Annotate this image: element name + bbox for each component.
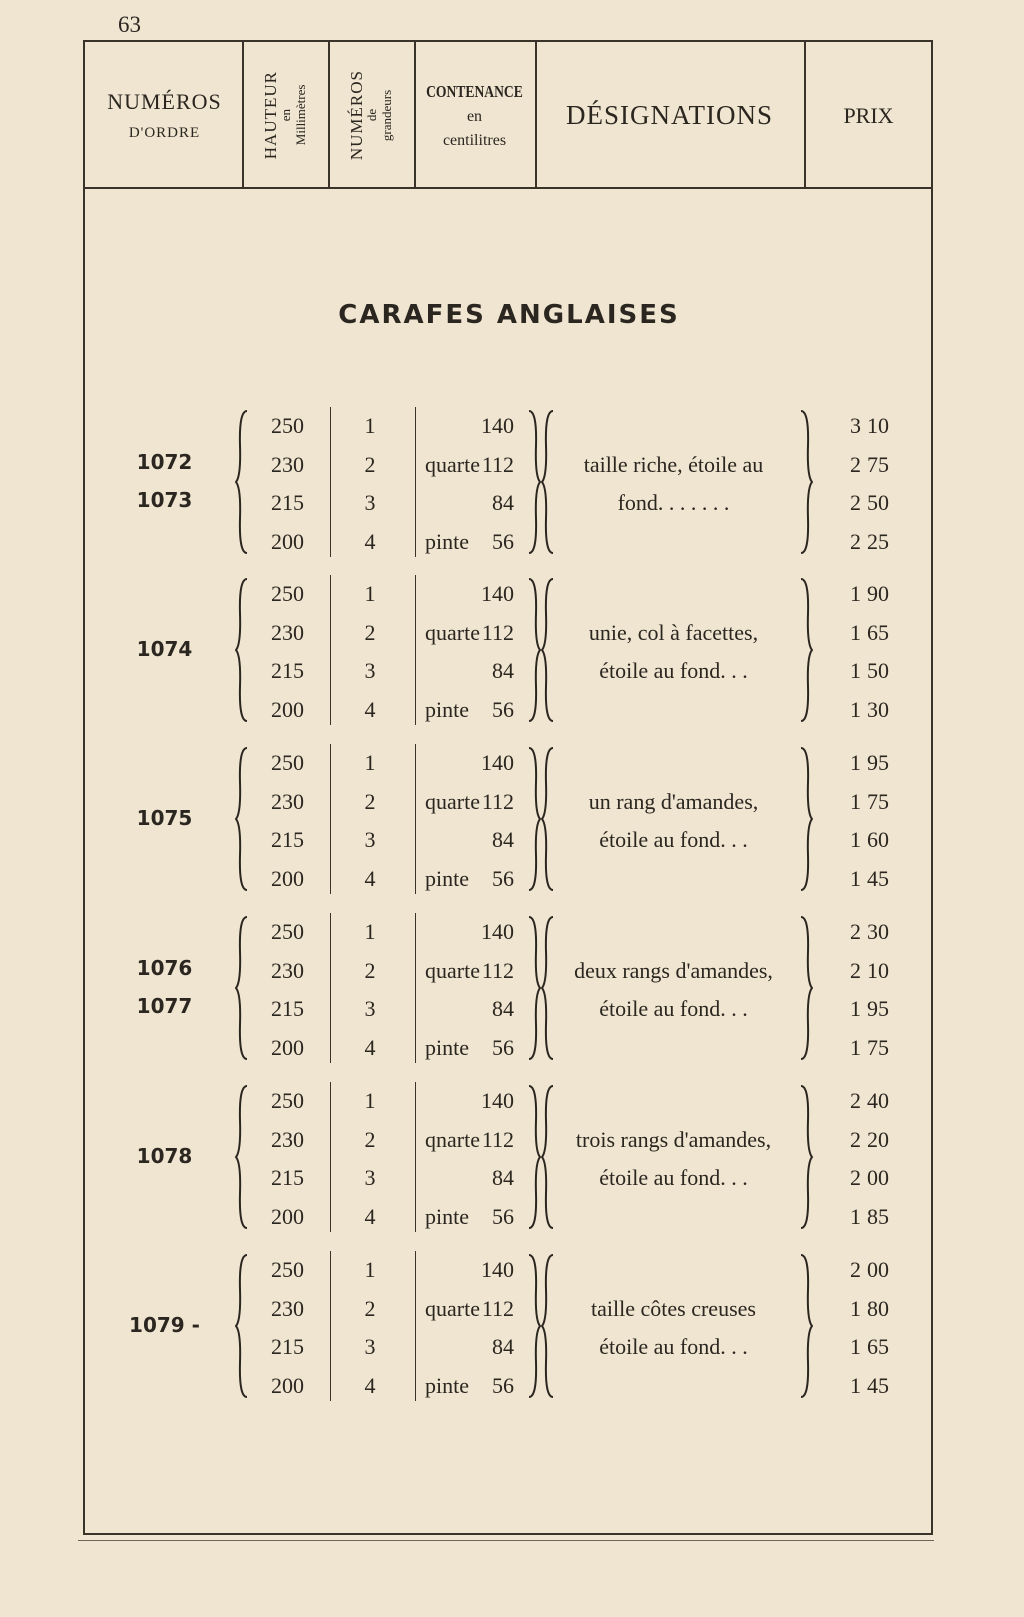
prix-francs: 3: [850, 413, 861, 438]
contenance-value: 56: [492, 1372, 514, 1398]
prix-francs: 1: [850, 658, 861, 683]
hauteur-value: 200: [271, 1372, 304, 1398]
header-numeros-ordre: [85, 42, 244, 189]
contenance-value: 140: [481, 413, 514, 438]
contenance-value: 140: [481, 919, 514, 944]
prix-centimes: 45: [867, 1372, 889, 1398]
contenance-value: 84: [492, 658, 514, 683]
prix-centimes: 10: [867, 413, 889, 438]
prix-centimes: 50: [867, 658, 889, 683]
designation-text: un rang d'amandes,: [588, 788, 759, 814]
contenance-value: 140: [481, 1088, 514, 1113]
prix-centimes: 75: [867, 1034, 889, 1060]
prix-centimes: 45: [867, 865, 889, 891]
prix-francs: 2: [850, 528, 861, 554]
grandeur-value: 4: [364, 696, 376, 722]
table-row: [85, 744, 933, 782]
table-row: [85, 484, 933, 522]
prix-francs: 2: [850, 919, 861, 944]
order-number: 1072: [136, 450, 193, 474]
contenance-label: quarte: [425, 451, 480, 477]
hauteur-value: 230: [271, 619, 304, 645]
contenance-value: 84: [492, 827, 514, 852]
grandeur-value: 3: [364, 996, 376, 1021]
table-row: [85, 1029, 933, 1067]
prix-centimes: 95: [867, 750, 889, 775]
table-row: [85, 1159, 933, 1197]
hauteur-value: 215: [271, 490, 304, 515]
table-row: [85, 1328, 933, 1366]
order-number: 1077: [136, 994, 193, 1018]
frame-bottom-shadow: [78, 1540, 934, 1541]
contenance-label: qnarte: [425, 1126, 480, 1152]
designation-text: unie, col à facettes,: [588, 619, 759, 645]
grandeur-value: 2: [364, 619, 376, 645]
prix-centimes: 65: [867, 1334, 889, 1359]
hauteur-value: 250: [271, 750, 304, 775]
prix-francs: 2: [850, 1126, 861, 1152]
table-row: [85, 990, 933, 1028]
order-number: 1076: [136, 956, 193, 980]
table-row: [85, 1290, 933, 1328]
grandeur-value: 3: [364, 1165, 376, 1190]
prix-francs: 1: [850, 581, 861, 606]
grandeur-value: 3: [364, 827, 376, 852]
designation-text: étoile au fond. . .: [599, 658, 748, 683]
contenance-label: quarte: [425, 1295, 480, 1321]
contenance-value: 140: [481, 581, 514, 606]
hauteur-value: 250: [271, 919, 304, 944]
table-row: [85, 652, 933, 690]
contenance-value: 84: [492, 490, 514, 515]
prix-francs: 1: [850, 696, 861, 722]
hauteur-value: 215: [271, 1334, 304, 1359]
contenance-value: 112: [481, 451, 514, 477]
prix-francs: 2: [850, 1088, 861, 1113]
grandeur-value: 1: [364, 581, 376, 606]
hauteur-value: 200: [271, 528, 304, 554]
hauteur-value: 230: [271, 451, 304, 477]
hauteur-value: 230: [271, 1295, 304, 1321]
table-row: [85, 1367, 933, 1405]
product-group: [85, 575, 933, 729]
prix-centimes: 50: [867, 490, 889, 515]
prix-francs: 1: [850, 1334, 861, 1359]
grandeur-value: 4: [364, 528, 376, 554]
hauteur-value: 230: [271, 788, 304, 814]
prix-francs: 2: [850, 957, 861, 983]
prix-centimes: 80: [867, 1295, 889, 1321]
table-row: [85, 952, 933, 990]
prix-francs: 1: [850, 1203, 861, 1229]
grandeur-value: 2: [364, 788, 376, 814]
prix-centimes: 25: [867, 528, 889, 554]
header-contenance: [414, 42, 535, 189]
header-contenance-unit: centilitres: [442, 131, 507, 149]
header-grandeurs-label: NUMÉROS: [346, 70, 366, 161]
grandeur-value: 2: [364, 451, 376, 477]
order-number: 1079 -: [129, 1313, 200, 1337]
header-divider: [328, 42, 330, 189]
prix-centimes: 20: [867, 1126, 889, 1152]
header-grandeurs-unit: grandeurs: [378, 89, 394, 142]
grandeur-value: 4: [364, 1372, 376, 1398]
page-number: 63: [118, 12, 141, 37]
header-numeros-ordre-label: NUMÉROS: [107, 89, 222, 114]
table-row: [85, 446, 933, 484]
prix-francs: 1: [850, 1034, 861, 1060]
table-row: [85, 860, 933, 898]
prix-francs: 1: [850, 996, 861, 1021]
header-hauteur-en: en: [277, 109, 293, 122]
hauteur-value: 215: [271, 1165, 304, 1190]
table-row: [85, 783, 933, 821]
header-hauteur-label: HAUTEUR: [260, 71, 280, 160]
catalog-table: [83, 40, 933, 1535]
product-group: [85, 1251, 933, 1405]
order-number: 1073: [136, 488, 193, 512]
contenance-label: quarte: [425, 957, 480, 983]
hauteur-value: 200: [271, 696, 304, 722]
table-row: [85, 913, 933, 951]
table-row: [85, 407, 933, 445]
grandeur-value: 3: [364, 1334, 376, 1359]
prix-francs: 1: [850, 788, 861, 814]
prix-centimes: 90: [867, 581, 889, 606]
grandeur-value: 1: [364, 413, 376, 438]
contenance-label: pinte: [425, 696, 469, 722]
prix-francs: 1: [850, 865, 861, 891]
contenance-value: 56: [492, 865, 514, 891]
header-numeros-ordre-sub: D'ORDRE: [128, 125, 201, 141]
header-divider: [804, 42, 806, 189]
grandeur-value: 1: [364, 1257, 376, 1282]
contenance-value: 140: [481, 750, 514, 775]
designation-text: trois rangs d'amandes,: [575, 1126, 772, 1152]
header-divider: [414, 42, 416, 189]
section-title: CARAFES ANGLAISES: [338, 300, 680, 330]
contenance-value: 112: [481, 619, 514, 645]
contenance-value: 84: [492, 1334, 514, 1359]
designation-text: étoile au fond. . .: [599, 827, 748, 852]
prix-francs: 1: [850, 1372, 861, 1398]
table-row: [85, 821, 933, 859]
contenance-value: 140: [481, 1257, 514, 1282]
hauteur-value: 200: [271, 865, 304, 891]
hauteur-value: 200: [271, 1203, 304, 1229]
table-row: [85, 523, 933, 561]
designation-text: deux rangs d'amandes,: [574, 957, 773, 983]
grandeur-value: 2: [364, 957, 376, 983]
hauteur-value: 250: [271, 1257, 304, 1282]
designation-text: taille riche, étoile au: [583, 451, 764, 477]
header-grandeurs: [328, 42, 414, 189]
prix-centimes: 75: [867, 788, 889, 814]
designation-text: étoile au fond. . .: [599, 996, 748, 1021]
contenance-label: pinte: [425, 528, 469, 554]
prix-centimes: 30: [867, 919, 889, 944]
prix-francs: 2: [850, 1257, 861, 1282]
contenance-label: pinte: [425, 1203, 469, 1229]
product-group: [85, 744, 933, 898]
grandeur-value: 2: [364, 1126, 376, 1152]
designation-text: étoile au fond. . .: [599, 1165, 748, 1190]
hauteur-value: 250: [271, 581, 304, 606]
header-contenance-label: CONTENANCE: [426, 81, 523, 101]
prix-centimes: 00: [867, 1165, 889, 1190]
grandeur-value: 1: [364, 1088, 376, 1113]
header-contenance-en: en: [466, 107, 483, 125]
hauteur-value: 215: [271, 996, 304, 1021]
hauteur-value: 215: [271, 827, 304, 852]
prix-centimes: 60: [867, 827, 889, 852]
grandeur-value: 3: [364, 658, 376, 683]
table-row: [85, 1121, 933, 1159]
order-number: 1075: [136, 806, 193, 830]
grandeur-value: 4: [364, 1203, 376, 1229]
header-hauteur: [242, 42, 328, 189]
header-bottom-rule: [85, 187, 933, 189]
product-group: [85, 407, 933, 561]
header-divider: [242, 42, 244, 189]
prix-centimes: 65: [867, 619, 889, 645]
grandeur-value: 3: [364, 490, 376, 515]
prix-francs: 1: [850, 750, 861, 775]
table-row: [85, 614, 933, 652]
prix-centimes: 30: [867, 696, 889, 722]
table-row: [85, 575, 933, 613]
grandeur-value: 1: [364, 919, 376, 944]
order-number: 1078: [136, 1144, 193, 1168]
prix-centimes: 00: [867, 1257, 889, 1282]
contenance-value: 84: [492, 996, 514, 1021]
product-group: [85, 913, 933, 1067]
hauteur-value: 230: [271, 957, 304, 983]
contenance-label: pinte: [425, 1372, 469, 1398]
contenance-value: 112: [481, 788, 514, 814]
prix-centimes: 95: [867, 996, 889, 1021]
hauteur-value: 215: [271, 658, 304, 683]
prix-francs: 1: [850, 827, 861, 852]
contenance-label: pinte: [425, 865, 469, 891]
header-prix: PRIX: [843, 102, 894, 128]
grandeur-value: 2: [364, 1295, 376, 1321]
header-designations: DÉSIGNATIONS: [566, 100, 773, 130]
contenance-label: quarte: [425, 619, 480, 645]
prix-centimes: 75: [867, 451, 889, 477]
header-divider: [535, 42, 537, 189]
table-row: [85, 1251, 933, 1289]
prix-francs: 1: [850, 1295, 861, 1321]
contenance-label: pinte: [425, 1034, 469, 1060]
grandeur-value: 1: [364, 750, 376, 775]
prix-francs: 2: [850, 451, 861, 477]
contenance-value: 112: [481, 1126, 514, 1152]
designation-text: fond. . . . . . .: [617, 490, 730, 515]
prix-francs: 2: [850, 490, 861, 515]
header-grandeurs-de: de: [363, 109, 379, 122]
product-group: [85, 1082, 933, 1236]
prix-centimes: 10: [867, 957, 889, 983]
grandeur-value: 4: [364, 1034, 376, 1060]
contenance-value: 56: [492, 1034, 514, 1060]
hauteur-value: 250: [271, 1088, 304, 1113]
contenance-value: 56: [492, 1203, 514, 1229]
hauteur-value: 250: [271, 413, 304, 438]
contenance-value: 112: [481, 957, 514, 983]
order-number: 1074: [136, 637, 193, 661]
table-row: [85, 691, 933, 729]
contenance-label: quarte: [425, 788, 480, 814]
prix-centimes: 85: [867, 1203, 889, 1229]
hauteur-value: 230: [271, 1126, 304, 1152]
contenance-value: 84: [492, 1165, 514, 1190]
contenance-value: 56: [492, 528, 514, 554]
prix-centimes: 40: [867, 1088, 889, 1113]
prix-francs: 2: [850, 1165, 861, 1190]
table-row: [85, 1198, 933, 1236]
grandeur-value: 4: [364, 865, 376, 891]
table-row: [85, 1082, 933, 1120]
hauteur-value: 200: [271, 1034, 304, 1060]
contenance-value: 56: [492, 696, 514, 722]
header-hauteur-unit: Millimètres: [292, 85, 308, 146]
designation-text: taille côtes creuses: [591, 1295, 756, 1321]
contenance-value: 112: [481, 1295, 514, 1321]
prix-francs: 1: [850, 619, 861, 645]
designation-text: étoile au fond. . .: [599, 1334, 748, 1359]
